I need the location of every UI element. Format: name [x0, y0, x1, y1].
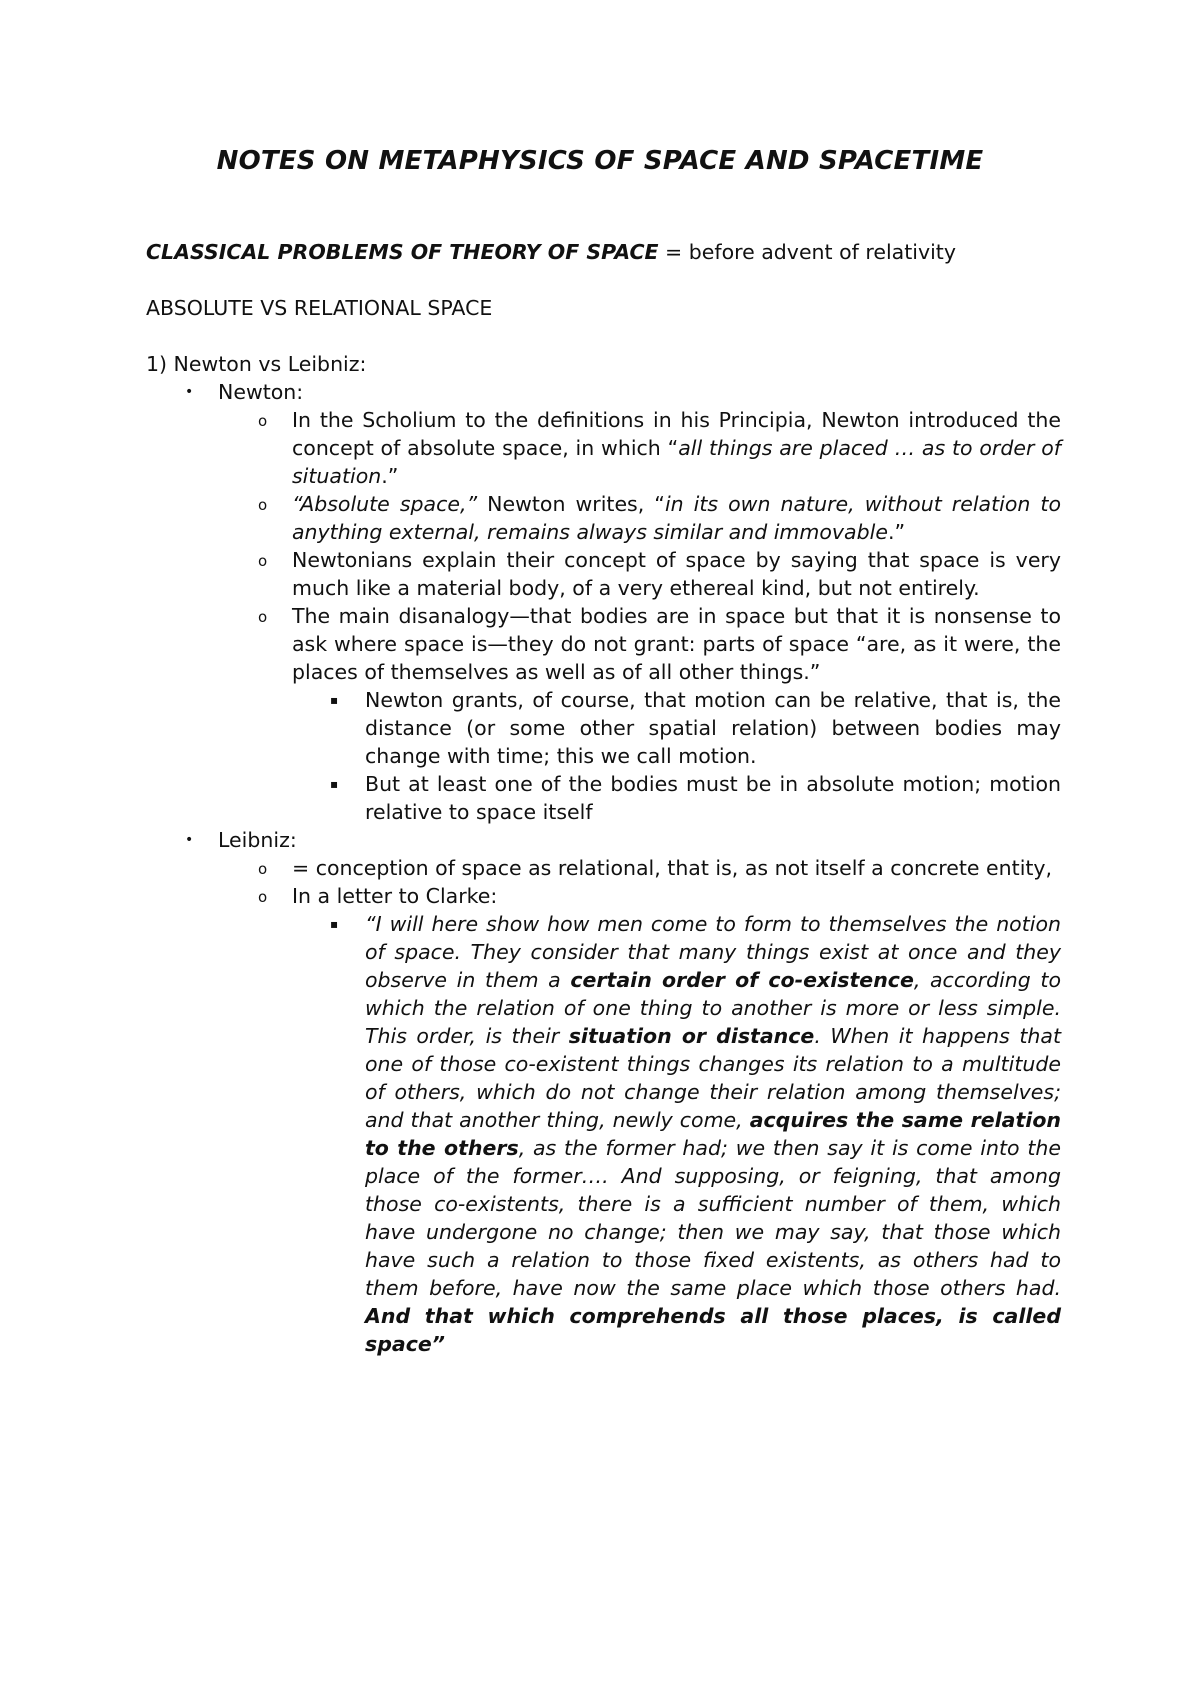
- bullet-marker: •: [185, 384, 194, 400]
- document-title: NOTES ON METAPHYSICS OF SPACE AND SPACETIME: [216, 146, 984, 176]
- circle-marker: o: [258, 496, 268, 514]
- circle-marker: o: [258, 860, 268, 878]
- quote-text: , according to which the relation of one thing to another is more or less simple. This order, is their: [365, 968, 1061, 1048]
- quote-text: “I will here show how men come to form to themselves the notion of space. They consider that many things exist at once and they observe in them a: [365, 912, 1061, 992]
- newton-label: Newton:: [218, 380, 304, 404]
- list-item: [146, 406, 1061, 490]
- spacer: [146, 266, 1061, 294]
- item-text: In the Scholium to the definitions in his Principia, Newton introduced the concept of absolute space, in which “: [292, 408, 1061, 460]
- sub-list-item: [146, 770, 1061, 826]
- circle-marker: o: [258, 608, 268, 626]
- item-text: .”: [887, 520, 906, 544]
- quote-emphasis: situation or distance: [568, 1024, 815, 1048]
- sub-list-item: [146, 686, 1061, 770]
- quote-text: . When it happens that one of those co-existent things changes its relation to a multitude of others, which do not change their relation among themselves; and that another thing, newly come,: [365, 1024, 1061, 1132]
- circle-marker: o: [258, 888, 268, 906]
- square-marker: ▪: [330, 917, 339, 931]
- item-text: Newton grants, of course, that motion can be relative, that is, the distance (or some other spatial relation) between bodies may change with time; this we call motion.: [365, 688, 1061, 768]
- item-quote: in its own nature, without relation to anything external, remains always similar and immovable: [292, 492, 1062, 544]
- list-item: [146, 602, 1061, 686]
- list-item-newton: [146, 378, 1061, 406]
- section-heading-rest: = before advent of relativity: [658, 240, 956, 264]
- square-marker: ▪: [330, 693, 339, 707]
- subheading: ABSOLUTE VS RELATIONAL SPACE: [146, 296, 493, 320]
- circle-marker: o: [258, 552, 268, 570]
- quote-emphasis: certain order of co-existence: [570, 968, 914, 992]
- leibniz-label: Leibniz:: [218, 828, 297, 852]
- item-text: .”: [381, 464, 399, 488]
- document-body: [146, 238, 1061, 1358]
- section-heading: CLASSICAL PROBLEMS OF THEORY OF SPACE: [146, 240, 659, 264]
- point-1: 1) Newton vs Leibniz:: [146, 352, 367, 376]
- circle-marker: o: [258, 412, 268, 430]
- item-text: = conception of space as relational, that is, as not itself a concrete entity,: [292, 856, 1053, 880]
- item-text: In a letter to Clarke:: [292, 884, 498, 908]
- list-item: [146, 546, 1061, 602]
- quote-emphasis: acquires the same relation to the others: [365, 1108, 1061, 1160]
- leibniz-quote: [365, 910, 1061, 1358]
- section-heading-paragraph: [146, 238, 1061, 266]
- list-item: [146, 882, 1061, 910]
- list-item-leibniz: [146, 826, 1061, 854]
- list-item: [146, 854, 1061, 882]
- quote-text: , as the former had; we then say it is come into the place of the former…. And supposing, or feigning, that among those co-existents, there is a sufficient number of them, which have undergone no change; then we may say, that those which have such a relation to those fixed existents, as others had to them before, have now the same place which those others had.: [365, 1136, 1061, 1300]
- item-quote: all things are placed … as to order of situation: [292, 436, 1061, 488]
- item-text: Newtonians explain their concept of space by saying that space is very much like a material body, of a very ethereal kind, but not entirely.: [292, 548, 1061, 600]
- bullet-marker: •: [185, 832, 194, 848]
- item-text: The main disanalogy—that bodies are in space but that it is nonsense to ask where space is—they do not grant: parts of space “are, as it were, the places of themselves as well as of all other things.”: [292, 604, 1061, 684]
- item-text: Newton writes, “: [477, 492, 665, 516]
- spacer: [146, 322, 1061, 350]
- item-text: But at least one of the bodies must be in absolute motion; motion relative to space itself: [365, 772, 1061, 824]
- item-quote: “Absolute space,”: [292, 492, 478, 516]
- sub-list-item-quote: [146, 910, 1061, 1358]
- square-marker: ▪: [330, 777, 339, 791]
- quote-emphasis: And that which comprehends all those places, is called space”: [365, 1304, 1061, 1356]
- list-item: [146, 490, 1061, 546]
